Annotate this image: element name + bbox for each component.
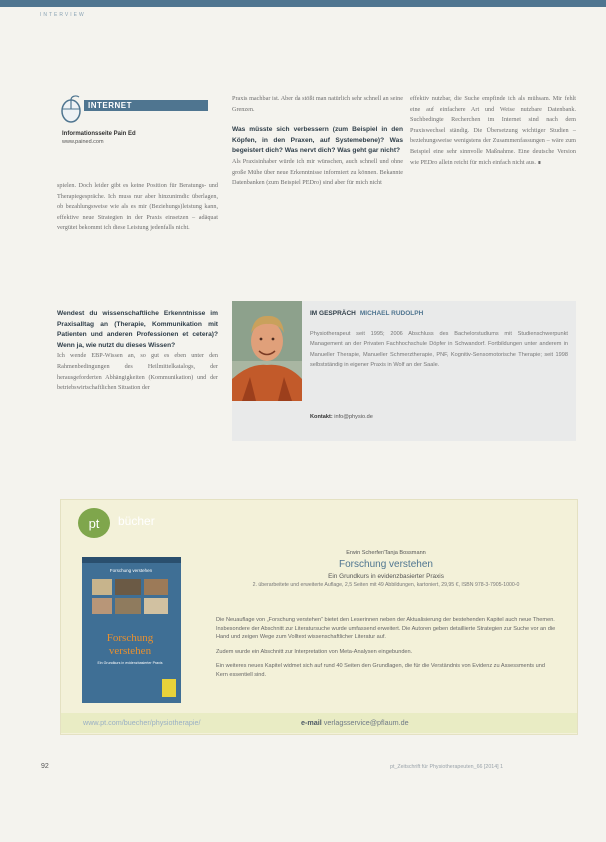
body-paragraph: spielen. Doch leider gibt es keine Position für Beratungs- und Therapiegespräche. Ich muss nur aber hinzunimdic überlagen, ob bezahlungsweise wie als es mir (Beziehungs)leistung kann, effektive neue Strategien in der Praxis einsetzen – adäquat vergütet bekommt ich diese Leistung jedenfalls nicht. (57, 182, 218, 232)
body-paragraph: effektiv nutzbar, die Suche empfinde ich als mühsam. Mir fehlt eine auf einfachere Art und Weise nutzbare Datenbank. Suchbedingte Recherchen im Internet sind nach dem Praxiswechsel ständig. Die Übersetzung wichtiger Studien – beziehungsweise wenigstens der Zusammenfassungen – wäre zum Beispiel eine sehr sinnvolle Maßnahme. Eine deutsche Version wie PEDro allein reicht für mich einfach nicht aus. ∎ (410, 95, 576, 166)
contact-line (310, 414, 373, 420)
journal-reference: pt_Zeitschrift für Physiotherapeuten_66 [2014] 1 (390, 764, 504, 770)
book-details: 2. überarbeitete und erweiterte Auflage, 2,5 Seiten mit 49 Abbildungen, kartoniert, 29,95 €, ISBN 978-3-7905-1000-0 (252, 582, 520, 588)
computer-mouse-icon (58, 94, 84, 124)
interviewee-bio: Physiotherapeut seit 1995; 2006 Abschluss des Bachelorstudiums mit Studienschwerpunkt Management an der Privaten Fachhochschule Döpfer in Schwandorf. Fortbildungen unter anderem in Manueller Therapie, Manueller Schmerztherapie, PNF, Kognitiv-Sensomotorische Therapie; seit 1998 selbstständig in eigener Praxis in Wolf an der Saale. (310, 331, 568, 369)
cover-title-line-1: Forschung (106, 632, 154, 644)
body-paragraph: Als Praxisinhaber würde ich mir wünschen, auch schnell und ohne große Mühe über neue Erkenntnisse informiert zu können. Bekannte Datenbanken (zum Beispiel PEDro) sind aber für mich nicht (232, 157, 403, 187)
internet-heading: INTERNET (88, 101, 132, 110)
interview-heading (310, 310, 423, 317)
cover-title-line-2: verstehen (108, 645, 152, 657)
top-color-bar (0, 0, 606, 7)
internet-heading-bar (84, 100, 208, 111)
middle-column (232, 94, 403, 189)
shop-url-link[interactable]: www.pt.com/buecher/physiotherapie/ (83, 718, 201, 727)
email-line (301, 718, 409, 727)
book-subtitle: Ein Grundkurs in evidenzbasierter Praxis (328, 573, 444, 580)
contact-label: Kontakt: (310, 414, 333, 420)
description-paragraph: Die Neuauflage von „Forschung verstehen“ bietet den Leserinnen neben der Aktualisierung der bestehenden Kapitel auch neue Themen. Insbesondere der Abschnitt zur Literatursuche wurde umfassend erweitert. Die Autoren geben detaillierte Strategien zur Suche vor an die Hand und zeigen Wege zum Volltext wissenschaftlicher Literatur auf. (216, 617, 556, 641)
description-paragraph: Zudem wurde ein Abschnitt zur Interpretation von Meta-Analysen eingebunden. (216, 648, 413, 655)
email-link[interactable]: verlagsservice@pflaum.de (323, 718, 409, 727)
book-description (216, 616, 556, 686)
book-title: Forschung verstehen (339, 559, 433, 570)
book-info (216, 550, 556, 589)
pt-logo-word: bücher (118, 514, 155, 528)
internet-url: www.pained.com (62, 139, 104, 145)
page-number: 92 (41, 763, 49, 770)
pt-logo (78, 508, 110, 538)
pt-logo-text: pt (88, 516, 100, 531)
portrait-photo (232, 301, 302, 401)
interviewee-name: MICHAEL RUDOLPH (359, 310, 424, 317)
cover-subtitle: Ein Grundkurs in evidenzbasierter Praxis (97, 661, 163, 665)
section-label: INTERVIEW (40, 12, 86, 18)
contact-email-link[interactable]: info@physio.de (334, 414, 373, 420)
book-cover[interactable] (82, 557, 181, 703)
left-column-bottom (57, 309, 218, 394)
ad-footer-bar (61, 713, 577, 733)
right-column (410, 94, 576, 168)
body-paragraph: Ich wende EBP-Wissen an, so gut es eben unter den Rahmenbedingungen des Heilmittelkatalogs, der herausgeforderten Abhängigkeiten (Kommunikation) und der betriebswirtschaftlichen Situation der (57, 352, 218, 392)
body-paragraph: Praxis machbar ist. Aber da stößt man natürlich sehr schnell an seine Grenzen. (232, 95, 403, 113)
left-column-top (57, 181, 218, 234)
description-paragraph: Ein weiteres neues Kapitel widmet sich auf rund 40 Seiten den Grundlagen, die für die Verständnis von Evidenz zu Assessments und Kern essentiell sind. (216, 663, 545, 678)
interview-question: Wendest du wissenschaftliche Erkenntnisse im Praxisalltag an (Therapie, Kommunikation mit Patienten und anderen Professionen et cetera)? Wenn ja, wie nutzt du dieses Wissen? (57, 310, 218, 349)
book-authors: Erwin Scherfer/Tanja Bossmann (346, 550, 426, 556)
interview-box (232, 301, 576, 441)
interview-label: IM GESPRÄCH (310, 310, 356, 317)
internet-label: Informationsseite Pain Ed (62, 131, 136, 137)
email-label: e-mail (301, 718, 322, 727)
cover-series: Forschung verstehen (109, 568, 153, 573)
interview-question: Was müsste sich verbessern (zum Beispiel in den Köpfen, in den Praxen, auf Systemebene)? Was begeistert dich? Was nervt dich? Was geht gar nicht? (232, 126, 403, 155)
book-advertisement (60, 499, 578, 735)
